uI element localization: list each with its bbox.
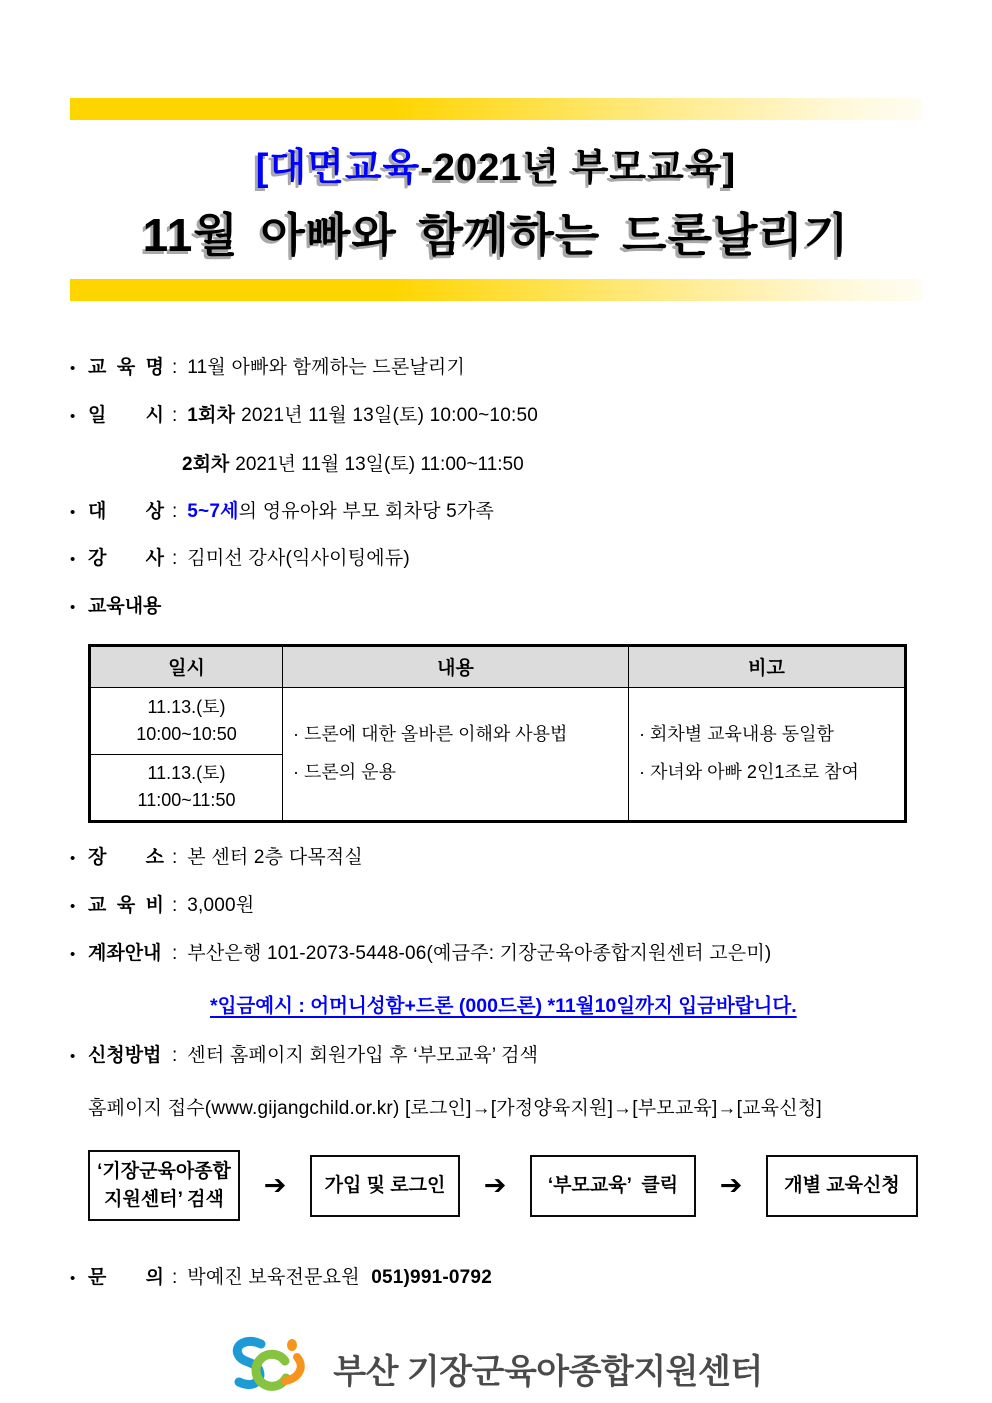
- schedule-row: [70, 405, 922, 428]
- instructor-value: 김미선 강사(익사이팅에듀): [187, 548, 410, 570]
- content-heading: 교육내용: [88, 596, 162, 618]
- flow-step-line: ‘기장군육아종합: [97, 1161, 231, 1183]
- arrow-right-icon: ➔: [719, 1170, 743, 1201]
- account-value: 부산은행 101-2073-5448-06(예금주: 기장군육아종합지원센터 고은미): [187, 942, 772, 964]
- apply-method-value: 센터 홈페이지 회원가입 후 ‘부모교육’ 검색: [187, 1045, 539, 1067]
- account-row: [70, 943, 922, 966]
- contact-value: [187, 1267, 492, 1290]
- flow-step-line: 가입 및 로그인: [324, 1174, 446, 1196]
- round1-number: 1회차: [187, 404, 236, 426]
- contact-phone: 051)991-0792: [371, 1267, 492, 1289]
- flow-step-line: ‘부모교육’ 클릭: [547, 1174, 679, 1196]
- content-cell: [283, 687, 629, 821]
- document-body: [70, 357, 922, 1290]
- page-title-line1: [70, 136, 922, 191]
- edu-name-value: 11월 아빠와 함께하는 드론날리기: [187, 357, 466, 378]
- document-page: [0, 98, 992, 1403]
- note-line: · 회차별 교육내용 동일함: [639, 724, 834, 745]
- deposit-example-note: *입금예시 : 어머니성함+드론 (000드론) *11월10일까지 입금바랍니다.: [210, 995, 797, 1018]
- col-header-content: 내용: [283, 645, 629, 687]
- bullet-icon: •: [70, 1270, 76, 1288]
- fee-row: [70, 895, 922, 918]
- title-rest: -2021년 부모교육]: [420, 147, 737, 189]
- session2-date: 11.13.(토): [147, 763, 226, 784]
- schedule-round1: [187, 405, 538, 428]
- apply-steps-flow: [88, 1150, 918, 1221]
- homepage-apply-path: 홈페이지 접수(www.gijangchild.or.kr) [로그인]→[가정양육지원]→[부모교육]→[교육신청]: [88, 1098, 822, 1120]
- table-header-row: [90, 645, 906, 687]
- flow-step-login: [310, 1155, 460, 1217]
- contact-row: [70, 1267, 922, 1290]
- schedule-round2: [70, 449, 922, 476]
- flow-step-line: 지원센터’ 검색: [104, 1188, 224, 1210]
- header-bottom-bar: [70, 279, 922, 301]
- place-label: 장 소: [88, 846, 164, 868]
- bullet-icon: •: [70, 945, 76, 963]
- title-highlight: [대면교육: [255, 147, 421, 189]
- round1-datetime: 2021년 11월 13일(토) 10:00~10:50: [241, 404, 538, 426]
- footer-logo-text: 부산 기장군육아종합지원센터: [333, 1352, 763, 1391]
- edu-name-row: [70, 357, 922, 380]
- contact-person: 박예진 보육전문요원: [187, 1267, 360, 1289]
- content-line: · 드론에 대한 올바른 이해와 사용법: [293, 724, 568, 745]
- session1-time: 10:00~10:50: [136, 723, 237, 744]
- content-heading-row: [70, 596, 922, 619]
- bullet-icon: •: [70, 551, 76, 569]
- bullet-icon: •: [70, 1048, 76, 1066]
- target-age-highlight: 5~7세: [187, 500, 239, 522]
- instructor-row: [70, 548, 922, 571]
- target-row: [70, 501, 922, 524]
- table-row: [90, 687, 906, 754]
- center-logo-icon: [229, 1336, 321, 1400]
- target-rest: 의 영유아와 부모 회차당 5가족: [238, 500, 495, 522]
- colon: :: [172, 846, 178, 868]
- colon: :: [172, 357, 178, 378]
- bullet-icon: •: [70, 360, 76, 377]
- session2-cell: [90, 754, 283, 821]
- place-value: 본 센터 2층 다목적실: [187, 846, 363, 868]
- bullet-icon: •: [70, 599, 76, 617]
- header-top-bar: [70, 98, 922, 120]
- logo-orange-dot: [287, 1339, 297, 1351]
- fee-label: 교 육 비: [88, 894, 164, 916]
- footer-logo-row: [0, 1336, 992, 1400]
- colon: :: [172, 894, 178, 916]
- apply-method-label: 신청방법: [88, 1045, 162, 1067]
- arrow-right-icon: ➔: [483, 1170, 507, 1201]
- colon: :: [172, 1045, 178, 1067]
- note-line: · 자녀와 아빠 2인1조로 참여: [639, 761, 859, 782]
- session1-cell: [90, 687, 283, 754]
- flow-step-search: [88, 1150, 240, 1221]
- flow-step-individual-apply: [766, 1155, 918, 1217]
- note-cell: [629, 687, 906, 821]
- colon: :: [172, 404, 178, 426]
- colon: :: [172, 500, 178, 522]
- flow-step-click-parent-edu: [530, 1155, 696, 1217]
- colon: :: [172, 1267, 178, 1289]
- session1-date: 11.13.(토): [147, 696, 226, 717]
- colon: :: [172, 942, 178, 964]
- edu-name-label: 교 육 명: [88, 357, 164, 378]
- content-line: · 드론의 운용: [293, 761, 396, 782]
- round2-datetime: 2021년 11월 13일(토) 11:00~11:50: [235, 453, 524, 475]
- page-title-line2: 11월 아빠와 함께하는 드론날리기: [142, 209, 850, 261]
- target-value: [187, 501, 494, 524]
- place-row: [70, 847, 922, 870]
- col-header-note: 비고: [629, 645, 906, 687]
- apply-method-row: [70, 1045, 922, 1068]
- round2-number: 2회차: [182, 453, 230, 475]
- fee-value: 3,000원: [187, 894, 255, 916]
- education-schedule-table: [88, 644, 907, 823]
- schedule-label: 일 시: [88, 404, 164, 426]
- account-label: 계좌안내: [88, 942, 162, 964]
- col-header-datetime: 일시: [90, 645, 283, 687]
- arrow-right-icon: ➔: [263, 1170, 287, 1201]
- bullet-icon: •: [70, 407, 76, 425]
- instructor-label: 강 사: [88, 548, 164, 570]
- bullet-icon: •: [70, 897, 76, 915]
- target-label: 대 상: [88, 500, 164, 522]
- colon: :: [172, 548, 178, 570]
- flow-step-line: 개별 교육신청: [784, 1174, 900, 1196]
- bullet-icon: •: [70, 503, 76, 521]
- bullet-icon: •: [70, 849, 76, 867]
- contact-label: 문 의: [88, 1267, 164, 1289]
- session2-time: 11:00~11:50: [137, 790, 236, 811]
